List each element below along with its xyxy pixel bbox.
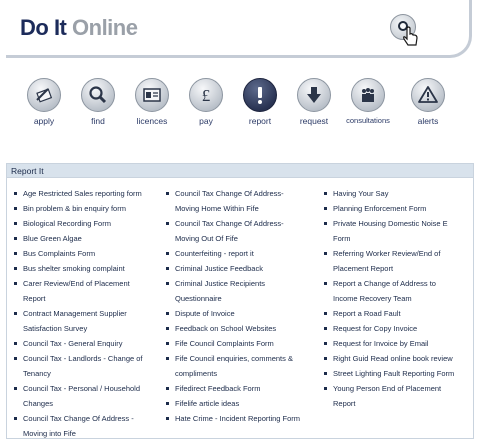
link-text: Referring Worker Review/End of <box>333 249 441 258</box>
link-text: Carer Review/End of Placement <box>23 279 130 288</box>
link-text-cont: Income Recovery Team <box>333 294 412 303</box>
exclamation-icon <box>243 78 277 112</box>
people-icon <box>351 78 385 112</box>
report-link[interactable] <box>13 381 163 411</box>
link-text: Contract Management Supplier <box>23 309 127 318</box>
nav-label: report <box>248 116 272 126</box>
report-link[interactable] <box>323 246 473 276</box>
link-text: Planning Enforcement Form <box>333 204 427 213</box>
nav-label: alerts <box>417 116 439 126</box>
report-link[interactable] <box>13 246 163 261</box>
link-text-cont: Report <box>23 294 46 303</box>
link-text: Blue Green Algae <box>23 234 82 243</box>
link-text: Hate Crime - Incident Reporting Form <box>175 414 301 423</box>
report-link[interactable] <box>165 321 320 336</box>
report-link[interactable] <box>13 276 163 306</box>
link-text: Report a Road Fault <box>333 309 401 318</box>
report-link[interactable] <box>323 201 473 216</box>
link-text: Council Tax Change Of Address - <box>23 414 134 423</box>
report-link[interactable] <box>165 306 320 321</box>
nav-label: consultations <box>346 116 390 125</box>
link-text: Report a Change of Address to <box>333 279 436 288</box>
report-link[interactable] <box>323 306 473 321</box>
link-text: Bus shelter smoking complaint <box>23 264 125 273</box>
brand-part1: Do It <box>20 15 67 40</box>
id-card-icon <box>135 78 169 112</box>
nav-item-pay[interactable] <box>176 78 236 126</box>
pound-sign-icon <box>189 78 223 112</box>
link-text: Dispute of Invoice <box>175 309 235 318</box>
link-text-cont: Questionnaire <box>175 294 222 303</box>
nav-label: find <box>91 116 105 126</box>
link-text-cont: Tenancy <box>23 369 51 378</box>
report-link[interactable] <box>13 186 163 201</box>
nav-label: apply <box>33 116 55 126</box>
link-text: Young Person End of Placement <box>333 384 442 393</box>
link-text-cont: Report <box>333 399 356 408</box>
link-text: Fifedirect Feedback Form <box>175 384 261 393</box>
link-text: Bus Complaints Form <box>23 249 96 258</box>
link-text: Bin problem & bin enquiry form <box>23 204 126 213</box>
report-link[interactable] <box>165 411 320 426</box>
report-link[interactable] <box>323 336 473 351</box>
report-link[interactable] <box>323 381 473 411</box>
nav-label: request <box>299 116 329 126</box>
nav-label: licences <box>136 116 168 126</box>
nav-item-report[interactable] <box>230 78 290 126</box>
report-link[interactable] <box>13 216 163 231</box>
nav-item-alerts[interactable] <box>398 78 458 126</box>
link-text: Council Tax - Landlords - Change of <box>23 354 143 363</box>
report-link[interactable] <box>13 351 163 381</box>
links-column-3 <box>323 186 473 411</box>
report-link[interactable] <box>165 276 320 306</box>
nav-item-request[interactable] <box>284 78 344 126</box>
report-link[interactable] <box>13 306 163 336</box>
link-text: Council Tax - General Enquiry <box>23 339 123 348</box>
report-link[interactable] <box>165 216 320 246</box>
links-column-2 <box>165 186 320 426</box>
link-text-cont: Placement Report <box>333 264 394 273</box>
report-link[interactable] <box>165 246 320 261</box>
report-link[interactable] <box>13 201 163 216</box>
link-text-cont: Moving Out Of Fife <box>175 234 238 243</box>
header <box>0 0 480 66</box>
link-text: Counterfeiting - report it <box>175 249 254 258</box>
link-text-cont: Changes <box>23 399 54 408</box>
link-text-cont: Form <box>333 234 351 243</box>
link-text: Request for Invoice by Email <box>333 339 429 348</box>
report-link[interactable] <box>323 276 473 306</box>
nav-label: pay <box>199 116 213 126</box>
report-link[interactable] <box>323 216 473 246</box>
link-text: Criminal Justice Recipients <box>175 279 266 288</box>
link-text-cont: compliments <box>175 369 218 378</box>
nav-item-consultations[interactable] <box>338 78 398 125</box>
link-text: Council Tax - Personal / Household <box>23 384 141 393</box>
nav-item-apply[interactable] <box>14 78 74 126</box>
report-link[interactable] <box>323 366 473 381</box>
link-text: Fife Council enquiries, comments & <box>175 354 293 363</box>
down-arrow-icon <box>297 78 331 112</box>
link-text: Private Housing Domestic Noise E <box>333 219 448 228</box>
link-text: Fifelife article ideas <box>175 399 240 408</box>
report-link[interactable] <box>323 321 473 336</box>
brand-part2: Online <box>72 15 138 40</box>
report-link[interactable] <box>165 396 320 411</box>
report-it-panel <box>6 163 474 439</box>
link-text-cont: Satisfaction Survey <box>23 324 88 333</box>
nav-item-find[interactable] <box>68 78 128 126</box>
report-link[interactable] <box>165 381 320 396</box>
link-text: Right Guid Read online book review <box>333 354 453 363</box>
link-text: Having Your Say <box>333 189 389 198</box>
link-text: Request for Copy Invoice <box>333 324 418 333</box>
report-link[interactable] <box>13 411 163 441</box>
svg-text:£: £ <box>201 86 211 105</box>
magnifier-icon <box>81 78 115 112</box>
link-text: Criminal Justice Feedback <box>175 264 263 273</box>
nav-item-licences[interactable] <box>122 78 182 126</box>
report-link[interactable] <box>165 186 320 216</box>
report-link[interactable] <box>13 261 163 276</box>
site-logo[interactable] <box>20 15 137 41</box>
link-text: Council Tax Change Of Address- <box>175 189 284 198</box>
pencil-form-icon <box>27 78 61 112</box>
report-link[interactable] <box>165 336 320 351</box>
link-text: Biological Recording Form <box>23 219 111 228</box>
link-text-cont: Moving into Fife <box>23 429 76 438</box>
warning-triangle-icon <box>411 78 445 112</box>
report-link[interactable] <box>323 186 473 201</box>
report-link[interactable] <box>13 231 163 246</box>
link-text: Street Lighting Fault Reporting Form <box>333 369 455 378</box>
link-text: Fife Council Complaints Form <box>175 339 274 348</box>
report-link[interactable] <box>323 351 473 366</box>
link-text: Feedback on School Websites <box>175 324 277 333</box>
links-column-1 <box>13 186 163 441</box>
panel-title: Report It <box>7 164 473 178</box>
link-text: Council Tax Change Of Address- <box>175 219 284 228</box>
report-link[interactable] <box>13 336 163 351</box>
report-link[interactable] <box>165 351 320 381</box>
hand-pointer-icon <box>402 26 420 48</box>
main-nav <box>14 78 474 128</box>
report-link[interactable] <box>165 261 320 276</box>
link-text-cont: Moving Home Within Fife <box>175 204 259 213</box>
link-text: Age Restricted Sales reporting form <box>23 189 142 198</box>
